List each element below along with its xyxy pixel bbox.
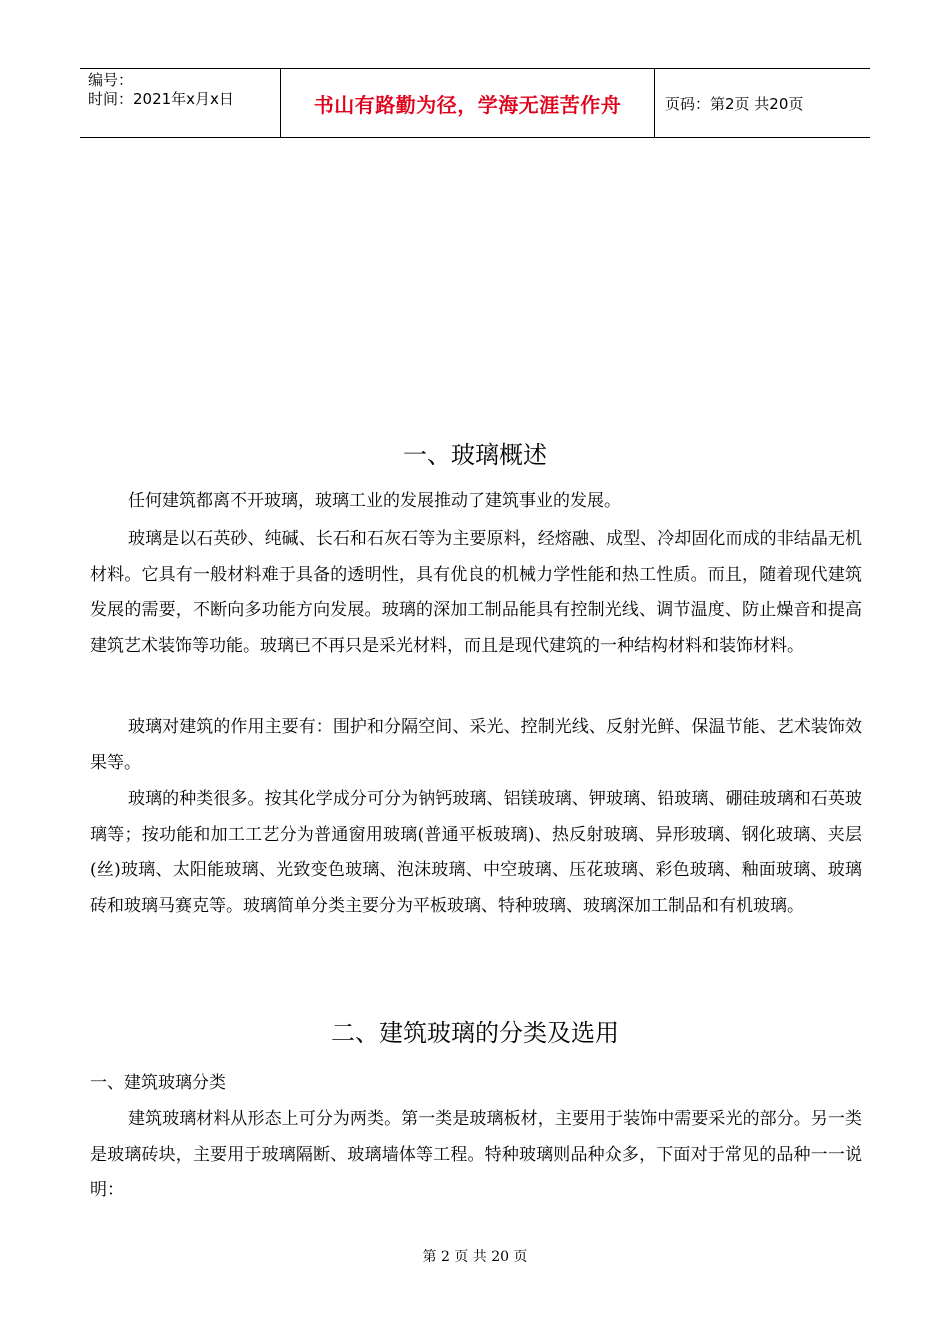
- section1-paragraph-3: 玻璃对建筑的作用主要有：围护和分隔空间、采光、控制光线、反射光鲜、保温节能、艺术装饰效果等。: [90, 717, 862, 773]
- header-page-cell: [655, 69, 870, 137]
- section1-paragraph-4: 玻璃的种类很多。按其化学成分可分为钠钙玻璃、铝镁玻璃、钾玻璃、铅玻璃、硼硅玻璃和石英玻璃等；按功能和加工工艺分为普通窗用玻璃(普通平板玻璃)、热反射玻璃、异形玻璃、钢化玻璃、夹层(丝)玻璃、太阳能玻璃、光致变色玻璃、泡沫玻璃、中空玻璃、压花玻璃、彩色玻璃、釉面玻璃、玻璃砖和玻璃马赛克等。玻璃简单分类主要分为平板玻璃、特种玻璃、玻璃深加工制品和有机玻璃。: [90, 789, 862, 916]
- section2-subtitle: 一、建筑玻璃分类: [90, 1073, 226, 1093]
- motto-text: 书山有路勤为径，学海无涯苦作舟: [313, 92, 622, 117]
- header-motto-cell: [281, 69, 655, 137]
- section2-title: 二、建筑玻璃的分类及选用: [331, 1019, 619, 1047]
- section1-paragraph-1: 任何建筑都离不开玻璃，玻璃工业的发展推动了建筑事业的发展。: [128, 491, 621, 511]
- section1-title: 一、玻璃概述: [403, 441, 547, 469]
- number-label: 编号：: [88, 71, 134, 89]
- section1-paragraph-2: 玻璃是以石英砂、纯碱、长石和石灰石等为主要原料，经熔融、成型、冷却固化而成的非结晶无机材料。它具有一般材料难于具备的透明性，具有优良的机械力学性能和热工性质。而且，随着现代建筑发展的需要，不断向多功能方向发展。玻璃的深加工制品能具有控制光线、调节温度、防止燥音和提高建筑艺术装饰等功能。玻璃已不再只是采光材料，而且是现代建筑的一种结构材料和装饰材料。: [90, 529, 862, 656]
- page-header: [80, 68, 870, 138]
- page-footer: 第 2 页 共 20 页: [422, 1249, 528, 1265]
- time-label: 时间：2021年x月x日: [88, 90, 234, 108]
- header-meta-cell: [80, 69, 281, 137]
- section2-paragraph: 建筑玻璃材料从形态上可分为两类。第一类是玻璃板材，主要用于装饰中需要采光的部分。另一类是玻璃砖块，主要用于玻璃隔断、玻璃墙体等工程。特种玻璃则品种众多，下面对于常见的品种一一说明：: [90, 1109, 862, 1200]
- page-info: 页码：第2页 共20页: [665, 94, 804, 113]
